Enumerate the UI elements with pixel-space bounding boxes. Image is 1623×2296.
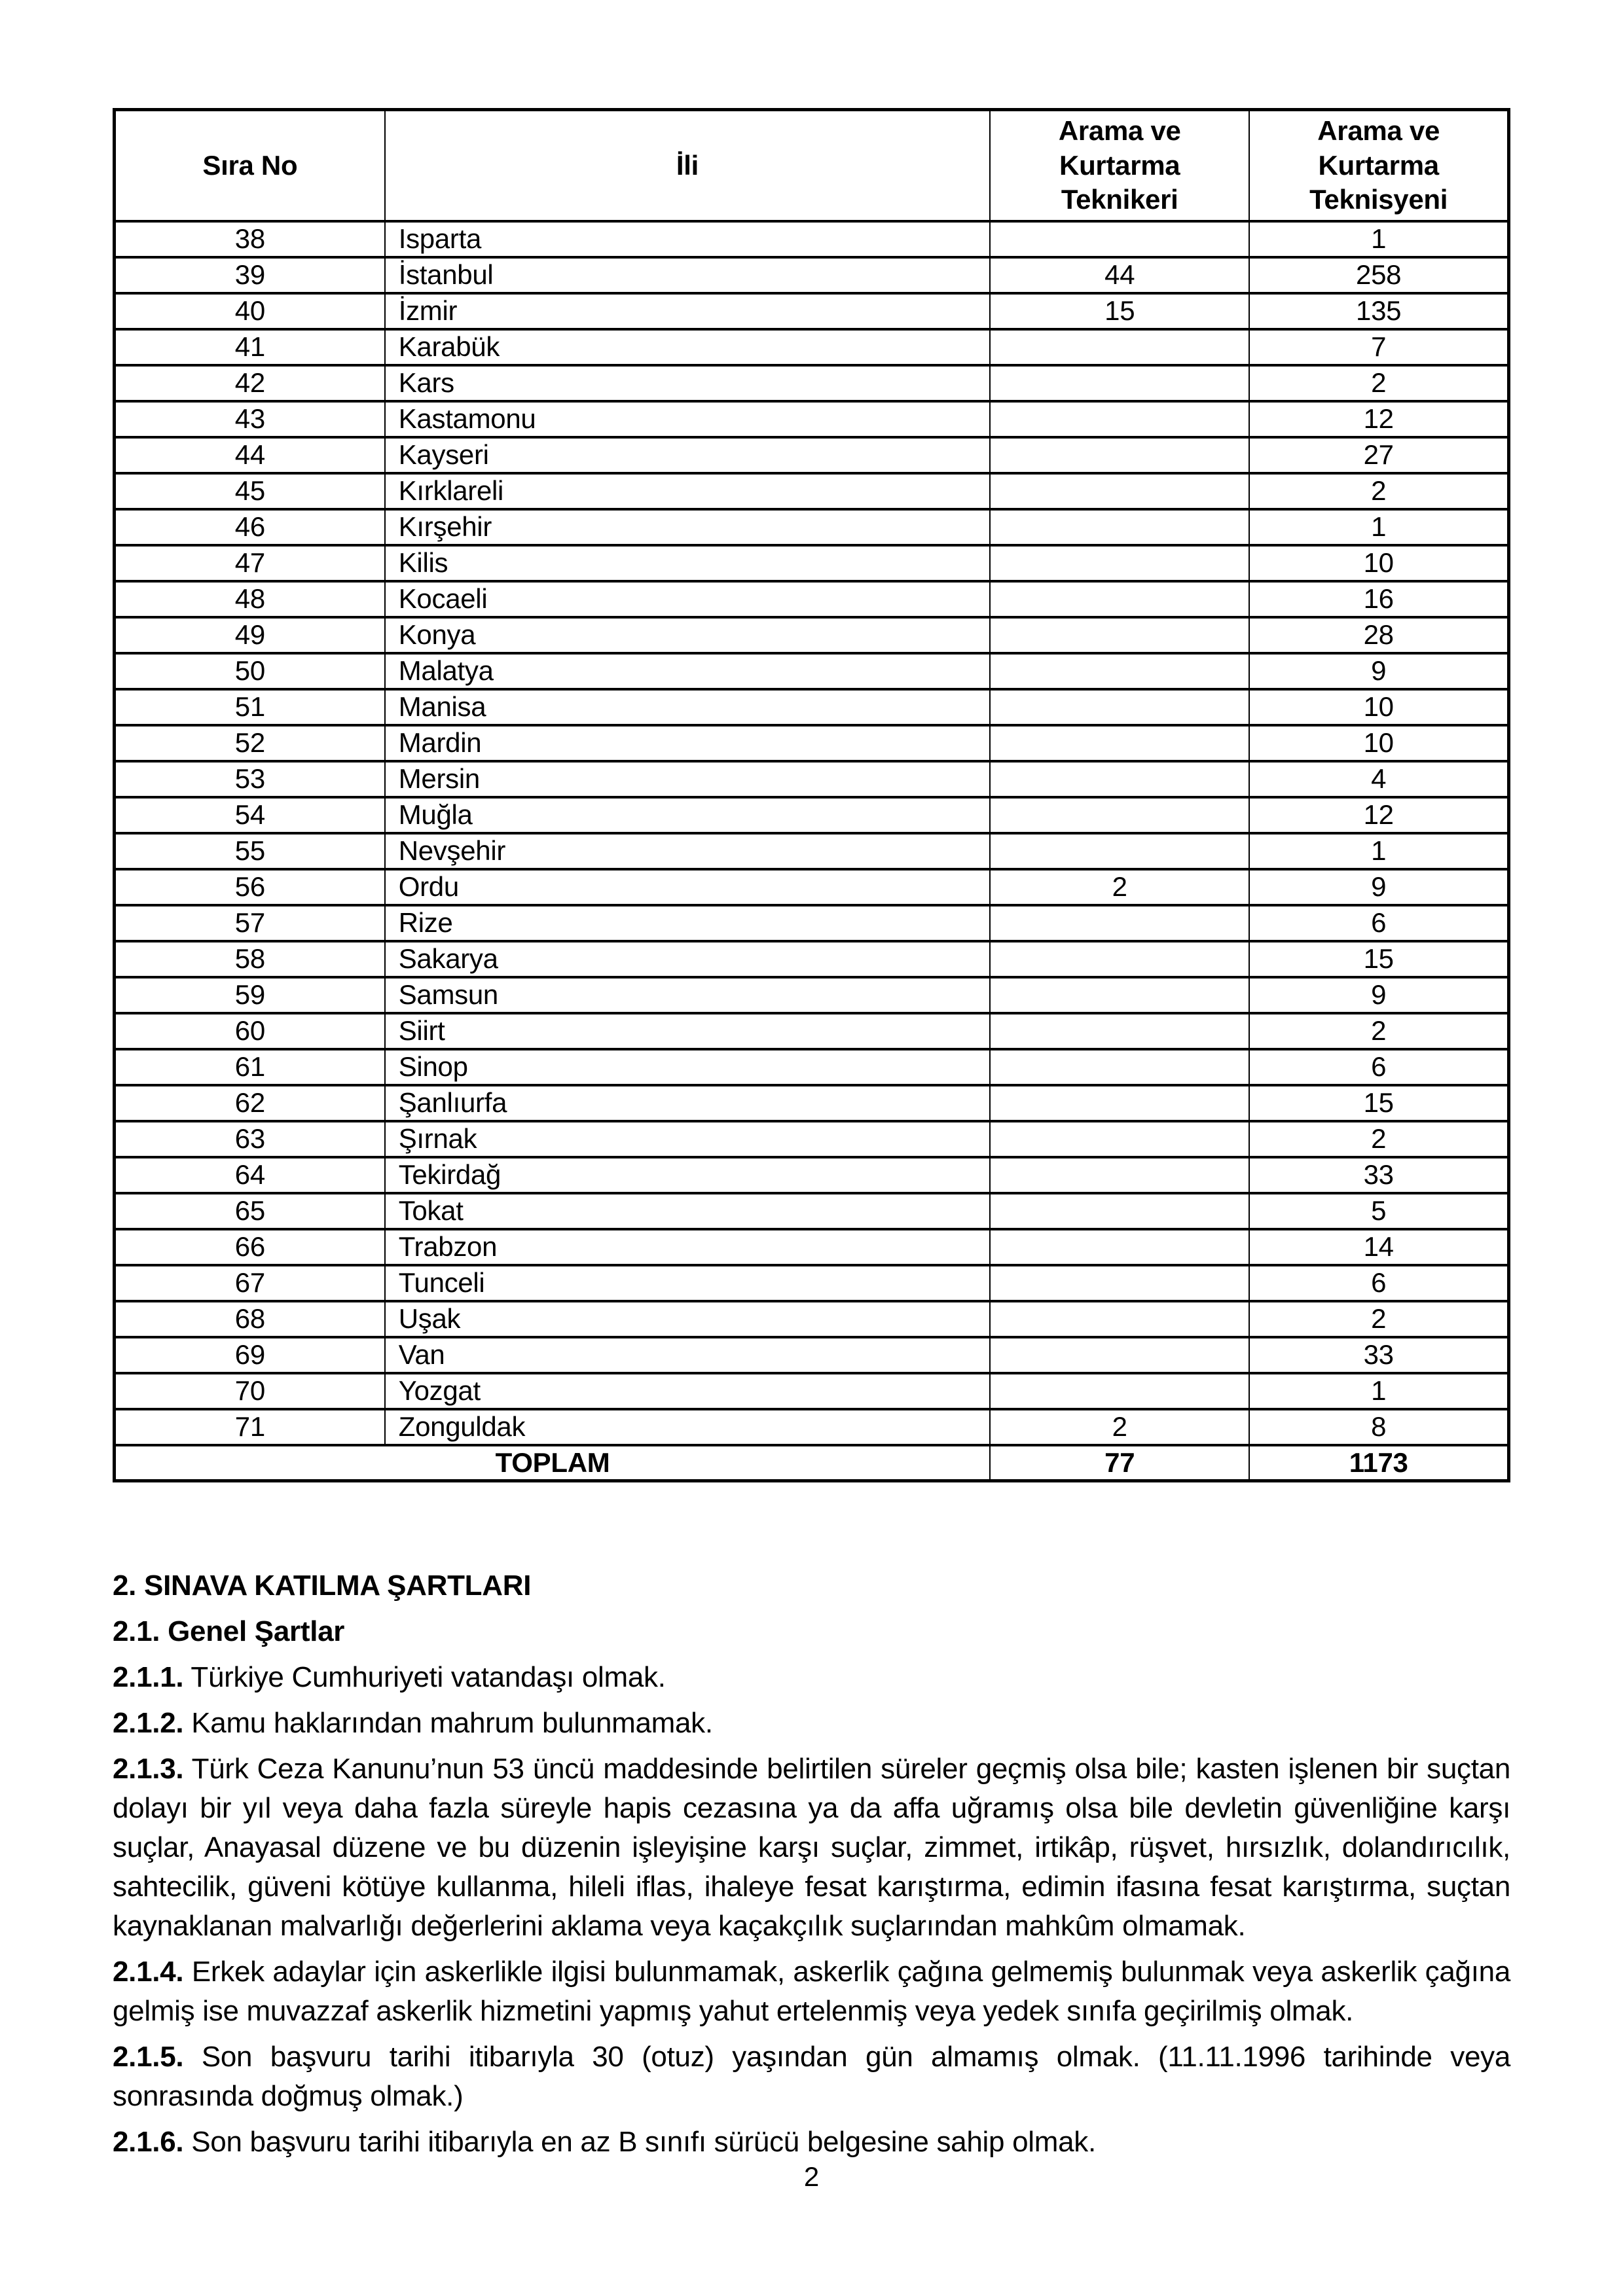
table-header <box>115 110 1509 221</box>
cell-ili: Siirt <box>385 1013 990 1049</box>
clause-paragraph: 2.1.1. Türkiye Cumhuriyeti vatandaşı olmak. <box>113 1661 666 1693</box>
cell-teknisyeni: 1 <box>1249 1373 1508 1409</box>
cell-teknikeri <box>990 1049 1249 1085</box>
total-teknisyeni: 1173 <box>1249 1445 1508 1481</box>
cell-ili: Tunceli <box>385 1265 990 1301</box>
cell-sira-no: 52 <box>115 725 385 761</box>
clause-paragraph: 2.1.4. Erkek adaylar için askerlikle ilgisi bulunmamak, askerlik çağına gelmemiş bulunmak veya askerlik çağına gelmiş ise muvazzaf askerlik hizmetini yapmış yahut ertelenmiş veya yedek sınıfa geçirilmiş olmak. <box>113 1956 1510 2027</box>
clause-paragraph: 2.1.6. Son başvuru tarihi itibarıyla en az B sınıfı sürücü belgesine sahip olmak. <box>113 2126 1096 2158</box>
cell-ili: Kırşehir <box>385 509 990 545</box>
cell-sira-no: 54 <box>115 797 385 833</box>
cell-teknisyeni: 1 <box>1249 509 1508 545</box>
cell-teknikeri: 2 <box>990 1409 1249 1445</box>
table-row <box>115 1409 1509 1445</box>
cell-sira-no: 44 <box>115 437 385 473</box>
cell-sira-no: 66 <box>115 1229 385 1265</box>
cell-teknisyeni: 7 <box>1249 329 1508 365</box>
cell-teknikeri <box>990 653 1249 689</box>
cell-teknisyeni: 33 <box>1249 1337 1508 1373</box>
cell-teknisyeni: 6 <box>1249 905 1508 941</box>
cell-teknisyeni: 16 <box>1249 581 1508 617</box>
cell-ili: Şırnak <box>385 1121 990 1157</box>
cell-sira-no: 38 <box>115 221 385 257</box>
cell-teknisyeni: 15 <box>1249 941 1508 977</box>
section-heading: 2. SINAVA KATILMA ŞARTLARI <box>113 1570 532 1602</box>
cell-sira-no: 59 <box>115 977 385 1013</box>
clause-number: 2.1.1. <box>113 1661 184 1693</box>
cell-teknikeri <box>990 221 1249 257</box>
clause-number: 2.1.6. <box>113 2126 184 2158</box>
cell-teknisyeni: 2 <box>1249 1013 1508 1049</box>
cell-ili: Kilis <box>385 545 990 581</box>
cell-teknikeri <box>990 1085 1249 1121</box>
cell-teknikeri <box>990 833 1249 869</box>
cell-teknisyeni: 28 <box>1249 617 1508 653</box>
cell-teknikeri <box>990 725 1249 761</box>
cell-teknisyeni: 9 <box>1249 869 1508 905</box>
cell-teknikeri <box>990 1301 1249 1337</box>
cell-sira-no: 49 <box>115 617 385 653</box>
cell-sira-no: 51 <box>115 689 385 725</box>
cell-ili: Sakarya <box>385 941 990 977</box>
cell-ili: Rize <box>385 905 990 941</box>
table-row <box>115 1013 1509 1049</box>
cell-teknikeri <box>990 1265 1249 1301</box>
cell-teknikeri <box>990 617 1249 653</box>
cell-sira-no: 63 <box>115 1121 385 1157</box>
table-row <box>115 941 1509 977</box>
cell-ili: Mersin <box>385 761 990 797</box>
cell-teknisyeni: 1 <box>1249 221 1508 257</box>
header-ili: İli <box>385 110 990 221</box>
table-row <box>115 725 1509 761</box>
table-row <box>115 1265 1509 1301</box>
cell-teknikeri: 44 <box>990 257 1249 293</box>
cell-teknikeri <box>990 365 1249 401</box>
cell-ili: Kastamonu <box>385 401 990 437</box>
header-teknikeri: Arama ve Kurtarma Teknikeri <box>990 110 1249 221</box>
table-row <box>115 1301 1509 1337</box>
cell-teknikeri <box>990 1013 1249 1049</box>
table-row <box>115 1049 1509 1085</box>
cell-sira-no: 43 <box>115 401 385 437</box>
cell-ili: Nevşehir <box>385 833 990 869</box>
table-row <box>115 509 1509 545</box>
table-row <box>115 365 1509 401</box>
table-row <box>115 617 1509 653</box>
table-row <box>115 905 1509 941</box>
cell-sira-no: 48 <box>115 581 385 617</box>
table-row <box>115 221 1509 257</box>
cell-teknisyeni: 9 <box>1249 977 1508 1013</box>
cell-sira-no: 47 <box>115 545 385 581</box>
table-row <box>115 1229 1509 1265</box>
cell-ili: Manisa <box>385 689 990 725</box>
provinces-table <box>113 108 1510 1482</box>
cell-teknisyeni: 14 <box>1249 1229 1508 1265</box>
cell-sira-no: 41 <box>115 329 385 365</box>
clause-number: 2.1.3. <box>113 1753 184 1785</box>
table-row <box>115 1337 1509 1373</box>
cell-ili: Van <box>385 1337 990 1373</box>
clause-number: 2.1.4. <box>113 1956 184 1988</box>
cell-ili: Karabük <box>385 329 990 365</box>
table-row <box>115 1085 1509 1121</box>
cell-teknikeri <box>990 797 1249 833</box>
cell-teknikeri <box>990 1229 1249 1265</box>
table-row <box>115 329 1509 365</box>
table-row <box>115 797 1509 833</box>
cell-teknisyeni: 12 <box>1249 401 1508 437</box>
cell-sira-no: 46 <box>115 509 385 545</box>
table-row <box>115 1373 1509 1409</box>
subsection-heading: 2.1. Genel Şartlar <box>113 1615 345 1647</box>
cell-sira-no: 69 <box>115 1337 385 1373</box>
cell-teknikeri <box>990 905 1249 941</box>
page-number: 2 <box>803 2161 820 2192</box>
cell-ili: Ordu <box>385 869 990 905</box>
cell-ili: Yozgat <box>385 1373 990 1409</box>
header-teknisyeni: Arama ve Kurtarma Teknisyeni <box>1249 110 1508 221</box>
cell-sira-no: 55 <box>115 833 385 869</box>
clause-number: 2.1.5. <box>113 2041 184 2073</box>
cell-teknikeri: 15 <box>990 293 1249 329</box>
table-row <box>115 761 1509 797</box>
cell-teknisyeni: 6 <box>1249 1049 1508 1085</box>
table-row <box>115 653 1509 689</box>
cell-teknisyeni: 5 <box>1249 1193 1508 1229</box>
total-label: TOPLAM <box>115 1445 991 1481</box>
cell-ili: Sinop <box>385 1049 990 1085</box>
table-row <box>115 1193 1509 1229</box>
cell-teknisyeni: 8 <box>1249 1409 1508 1445</box>
cell-ili: Mardin <box>385 725 990 761</box>
cell-teknikeri <box>990 1373 1249 1409</box>
cell-sira-no: 61 <box>115 1049 385 1085</box>
table-row <box>115 977 1509 1013</box>
table-row <box>115 437 1509 473</box>
cell-teknisyeni: 1 <box>1249 833 1508 869</box>
cell-teknikeri <box>990 761 1249 797</box>
table-row <box>115 581 1509 617</box>
cell-sira-no: 57 <box>115 905 385 941</box>
cell-teknikeri <box>990 329 1249 365</box>
clause-paragraph: 2.1.3. Türk Ceza Kanunu’nun 53 üncü maddesinde belirtilen süreler geçmiş olsa bile; kasten işlenen bir suçtan dolayı bir yıl veya daha fazla süreyle hapis cezasına ya da affa uğramış olsa bile devletin güvenliğine karşı suçlar, Anayasal düzene ve bu düzenin işleyişine karşı suçlar, zimmet, irtikâp, rüşvet, hırsızlık, dolandırıcılık, sahtecilik, güveni kötüye kullanma, hileli iflas, ihaleye fesat karıştırma, edimin ifasına fesat karıştırma, suçtan kaynaklanan malvarlığı değerlerini aklama veya kaçakçılık suçlarından mahkûm olmamak. <box>113 1753 1510 1942</box>
cell-sira-no: 42 <box>115 365 385 401</box>
conditions-section <box>113 1566 1510 2162</box>
table-footer <box>115 1445 1509 1481</box>
cell-teknikeri <box>990 1121 1249 1157</box>
cell-ili: Tekirdağ <box>385 1157 990 1193</box>
cell-teknikeri <box>990 473 1249 509</box>
cell-ili: Zonguldak <box>385 1409 990 1445</box>
cell-sira-no: 65 <box>115 1193 385 1229</box>
cell-teknikeri <box>990 1157 1249 1193</box>
cell-teknikeri <box>990 689 1249 725</box>
cell-teknikeri <box>990 401 1249 437</box>
cell-ili: Kocaeli <box>385 581 990 617</box>
cell-sira-no: 53 <box>115 761 385 797</box>
cell-teknisyeni: 33 <box>1249 1157 1508 1193</box>
cell-teknisyeni: 27 <box>1249 437 1508 473</box>
cell-ili: Konya <box>385 617 990 653</box>
cell-teknikeri <box>990 1337 1249 1373</box>
cell-sira-no: 40 <box>115 293 385 329</box>
cell-teknisyeni: 2 <box>1249 365 1508 401</box>
cell-teknisyeni: 135 <box>1249 293 1508 329</box>
cell-ili: İzmir <box>385 293 990 329</box>
total-row <box>115 1445 1509 1481</box>
table-row <box>115 1157 1509 1193</box>
cell-teknisyeni: 10 <box>1249 725 1508 761</box>
cell-teknisyeni: 2 <box>1249 473 1508 509</box>
table-header-row <box>115 110 1509 221</box>
cell-sira-no: 71 <box>115 1409 385 1445</box>
cell-sira-no: 60 <box>115 1013 385 1049</box>
cell-teknisyeni: 15 <box>1249 1085 1508 1121</box>
cell-teknikeri <box>990 545 1249 581</box>
cell-ili: Malatya <box>385 653 990 689</box>
cell-teknikeri <box>990 941 1249 977</box>
table-row <box>115 293 1509 329</box>
cell-sira-no: 64 <box>115 1157 385 1193</box>
cell-teknikeri <box>990 977 1249 1013</box>
cell-teknisyeni: 12 <box>1249 797 1508 833</box>
cell-ili: Tokat <box>385 1193 990 1229</box>
cell-ili: Kars <box>385 365 990 401</box>
table-row <box>115 401 1509 437</box>
cell-sira-no: 50 <box>115 653 385 689</box>
table-row <box>115 257 1509 293</box>
cell-ili: Isparta <box>385 221 990 257</box>
clause-paragraph: 2.1.2. Kamu haklarından mahrum bulunmamak. <box>113 1707 713 1739</box>
total-teknikeri: 77 <box>990 1445 1249 1481</box>
cell-teknikeri <box>990 1193 1249 1229</box>
cell-ili: Samsun <box>385 977 990 1013</box>
cell-ili: Kırklareli <box>385 473 990 509</box>
cell-teknisyeni: 10 <box>1249 545 1508 581</box>
cell-ili: Şanlıurfa <box>385 1085 990 1121</box>
table-row <box>115 689 1509 725</box>
clause-paragraph: 2.1.5. Son başvuru tarihi itibarıyla 30 (otuz) yaşından gün almamış olmak. (11.11.1996 tarihinde veya sonrasında doğmuş olmak.) <box>113 2041 1510 2112</box>
cell-teknikeri <box>990 509 1249 545</box>
cell-ili: Uşak <box>385 1301 990 1337</box>
cell-teknisyeni: 2 <box>1249 1301 1508 1337</box>
cell-teknikeri <box>990 581 1249 617</box>
cell-teknisyeni: 6 <box>1249 1265 1508 1301</box>
cell-sira-no: 70 <box>115 1373 385 1409</box>
cell-ili: Muğla <box>385 797 990 833</box>
cell-teknikeri <box>990 437 1249 473</box>
cell-sira-no: 58 <box>115 941 385 977</box>
table-row <box>115 869 1509 905</box>
cell-sira-no: 39 <box>115 257 385 293</box>
header-sira-no: Sıra No <box>115 110 385 221</box>
table-row <box>115 473 1509 509</box>
cell-ili: Kayseri <box>385 437 990 473</box>
cell-sira-no: 56 <box>115 869 385 905</box>
cell-ili: Trabzon <box>385 1229 990 1265</box>
cell-sira-no: 62 <box>115 1085 385 1121</box>
table-row <box>115 833 1509 869</box>
cell-sira-no: 68 <box>115 1301 385 1337</box>
cell-sira-no: 45 <box>115 473 385 509</box>
cell-teknisyeni: 9 <box>1249 653 1508 689</box>
cell-teknisyeni: 10 <box>1249 689 1508 725</box>
table-row <box>115 1121 1509 1157</box>
table-row <box>115 545 1509 581</box>
cell-teknisyeni: 4 <box>1249 761 1508 797</box>
table-body <box>115 221 1509 1445</box>
clause-number: 2.1.2. <box>113 1707 184 1739</box>
cell-teknisyeni: 258 <box>1249 257 1508 293</box>
cell-teknikeri: 2 <box>990 869 1249 905</box>
cell-teknisyeni: 2 <box>1249 1121 1508 1157</box>
cell-sira-no: 67 <box>115 1265 385 1301</box>
paragraphs <box>113 1658 1510 2162</box>
cell-ili: İstanbul <box>385 257 990 293</box>
